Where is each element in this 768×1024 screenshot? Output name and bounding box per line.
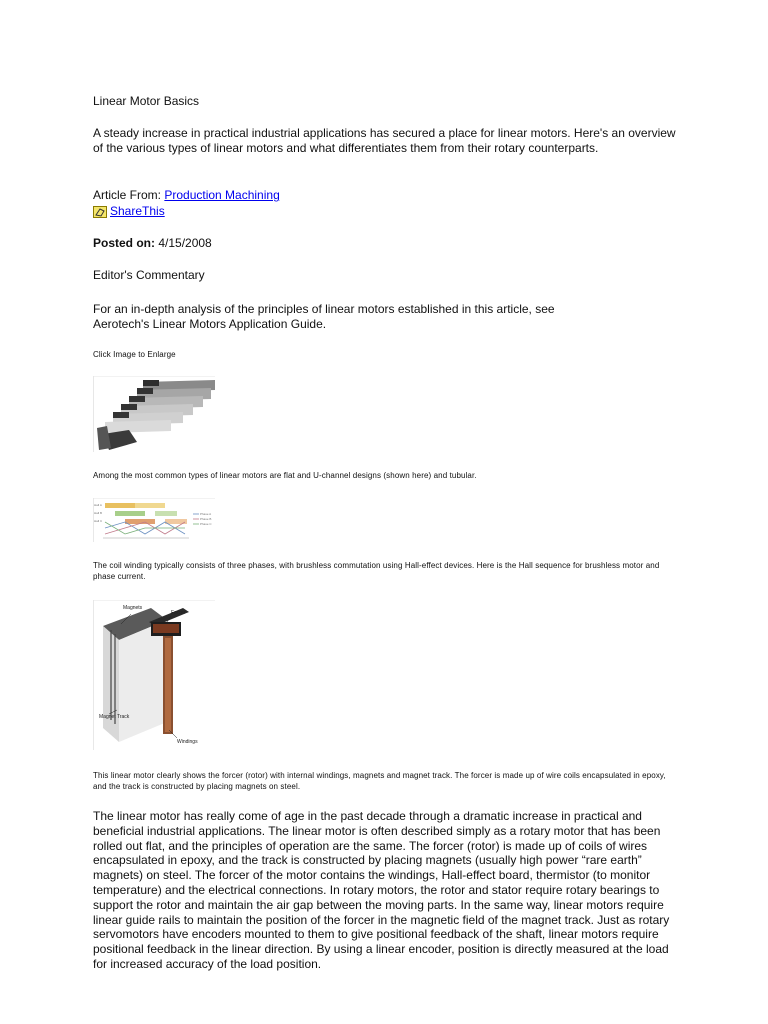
- linear-motor-types-illustration: [93, 376, 215, 452]
- article-intro: A steady increase in practical industrial applications has secured a place for linear motors. Here's an overview of the various types of linear motors and what differentiates them from their rotary counterparts.: [93, 126, 676, 155]
- windings-label: Windings: [177, 739, 198, 745]
- svg-text:Phase B: Phase B: [200, 517, 212, 521]
- linear-motor-cutaway-image[interactable]: [93, 600, 215, 750]
- click-enlarge-label: Click Image to Enlarge: [93, 350, 176, 359]
- posted-on: [93, 236, 212, 251]
- figure3-caption: This linear motor clearly shows the forcer (rotor) with internal windings, magnets and magnet track. The forcer is made up of wire coils encapsulated in epoxy, and the track is constructed by placing magnets on steel.: [93, 771, 666, 791]
- forcer-label: Forcer: [171, 610, 186, 616]
- svg-text:Phase A: Phase A: [200, 512, 212, 516]
- production-machining-link[interactable]: Production Machining: [164, 188, 280, 202]
- svg-text:Hall A: Hall A: [94, 503, 102, 507]
- posted-label: Posted on:: [93, 236, 155, 250]
- figure1-caption: Among the most common types of linear motors are flat and U-channel designs (shown here) and tubular.: [93, 471, 477, 480]
- share-this[interactable]: [93, 204, 165, 219]
- share-this-link[interactable]: ShareThis: [110, 204, 165, 218]
- magnet-track-label: Magnet Track: [99, 714, 130, 720]
- svg-text:Hall B: Hall B: [94, 511, 103, 515]
- magnets-label: Magnets: [123, 605, 143, 611]
- article-title: Linear Motor Basics: [93, 94, 200, 108]
- svg-text:Phase C: Phase C: [200, 522, 212, 526]
- posted-date: 4/15/2008: [158, 236, 212, 250]
- linear-motor-types-image[interactable]: [93, 376, 215, 452]
- article-from-label: Article From:: [93, 188, 165, 202]
- article-source: [93, 188, 280, 203]
- article-body: The linear motor has really come of age in the past decade through a dramatic increase in practical and beneficial industrial applications. The linear motor is often described simply as a rotary motor that has been rolled out flat, and the principles of operation are the same. The forcer (rotor) is made up of coils of wires encapsulated in epoxy, and the track is constructed by placing magnets (usually high power “rare earth” magnets) on steel. The forcer of the motor contains the windings, Hall-effect board, thermistor (to monitor temperature) and the electrical connections. In rotary motors, the rotor and stator require rotary bearings to support the rotor and maintain the air gap between the moving parts. In the same way, linear motors require linear guide rails to maintain the position of the forcer in the magnetic field of the magnet track. Just as rotary servomotors have encoders mounted to them to give positional feedback of the shaft, linear motors require positional feedback in the linear direction. By using a linear encoder, position is directly measured at the load for increased accuracy of the load position.: [93, 809, 670, 971]
- share-icon[interactable]: [93, 206, 107, 218]
- hall-sequence-illustration: [93, 498, 215, 542]
- figure2-caption: The coil winding typically consists of three phases, with brushless commutation using Hall-effect devices. Here is the Hall sequence for brushless motor and phase current.: [93, 561, 660, 581]
- hall-sequence-chart-image[interactable]: [93, 498, 215, 542]
- editors-commentary-heading: Editor's Commentary: [93, 268, 205, 282]
- svg-text:Hall C: Hall C: [94, 519, 103, 523]
- commentary-text: For an in-depth analysis of the principles of linear motors established in this article, see Aerotech's Linear Motors Application Guide.: [93, 302, 555, 331]
- linear-motor-cutaway-illustration: [93, 600, 215, 750]
